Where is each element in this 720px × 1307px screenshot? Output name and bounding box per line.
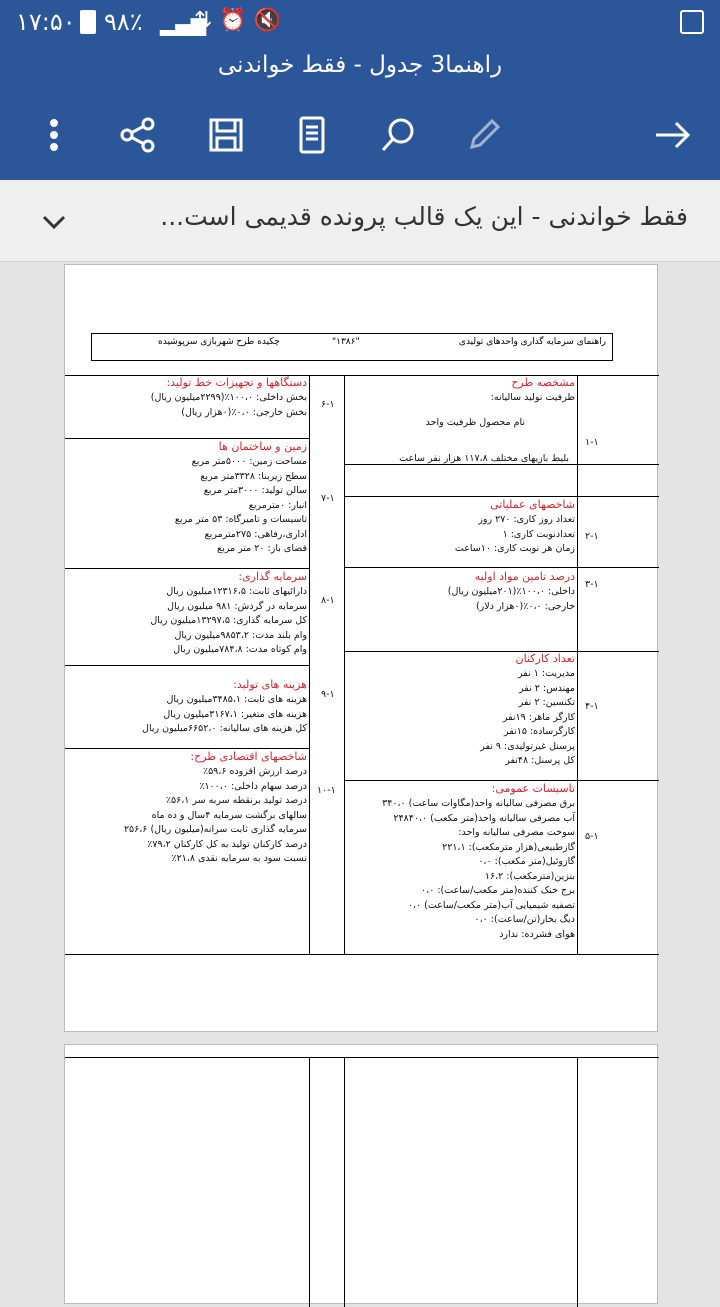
line: بخش داخلی: ۱۰۰،۰٪(۲۲۹۹میلیون ریال) [150, 392, 307, 403]
section-number: ۱-۱ [585, 437, 599, 448]
line: دیگ بخار(تن/ساعت): ۰،۰ [474, 914, 575, 925]
header-right: راهنمای سرمایه گذاری واحدهای تولیدی [458, 337, 606, 347]
section-10-1 [124, 749, 307, 867]
line: کارگر ماهر: ۱۹نفر [502, 711, 575, 723]
line: سرمایه در گردش: ۹۸۱ میلیون ریال [167, 600, 307, 612]
line: کل سرمایه گذاری: ۱۳۲۹۷،۵میلیون ریال [150, 615, 307, 626]
line: ظرفیت تولید سالیانه: [490, 392, 575, 403]
line: زمان هر نوبت کاری: ۱۰ساعت [454, 543, 575, 554]
read-only-banner[interactable] [0, 180, 720, 262]
section-title: سرمایه گذاری: [238, 570, 307, 583]
line: بنزین(مترمکعب): ۱۶،۲ [484, 870, 575, 882]
signal-icon: ▂▄▆ [160, 12, 207, 36]
doc-header [91, 333, 613, 361]
line: گازطبیعی(هزار مترمکعب): ۲۲۱،۱ [442, 841, 575, 853]
gallery-icon [680, 10, 704, 34]
header-year: "۱۳۸۶" [332, 337, 360, 347]
section-title: درصد تامین مواد اولیه [474, 570, 575, 583]
section-number: ۲-۱ [585, 531, 599, 542]
chevron-down-icon[interactable] [40, 208, 68, 236]
section-title: شاخصهای اقتصادی طرح: [190, 750, 307, 763]
line: وام بلند مدت: ۹۸۵۳،۲میلیون ریال [174, 629, 307, 641]
section-9-1 [142, 677, 307, 737]
section-number: ۴-۱ [585, 701, 599, 712]
battery-icon [80, 10, 96, 34]
line: سطح زیربنا: ۳۳۲۸متر مربع [200, 470, 307, 482]
section-title: مشخصه طرح [511, 376, 575, 389]
line: فضای باز: ۲۰ متر مربع [217, 543, 307, 554]
line: داخلی: ۱۰۰،۰٪(۲۰۱میلیون ریال) [447, 586, 575, 597]
forward-icon[interactable] [642, 105, 702, 165]
line: کل هزینه های سالیانه: ۶۶۵۲،۰میلیون ریال [142, 723, 307, 734]
line: خارجی: ۰،۰٪(۰هزار دلار) [475, 600, 575, 612]
line: نسبت سود به سرمایه نقدی ۲۱،۸٪ [171, 853, 307, 864]
line: تاسیسات و تامیرگاه: ۵۳ متر مربع [174, 514, 307, 525]
section-5-1 [382, 781, 575, 942]
document-page-2 [64, 1044, 658, 1304]
section-7-1 [175, 439, 307, 557]
section-4-1 [480, 651, 575, 769]
window-title: راهنما3 جدول - فقط خواندنی [217, 52, 503, 78]
section-1-1 [399, 375, 575, 467]
more-icon[interactable] [24, 105, 84, 165]
line: سوخت مصرفی سالیانه واحد: [458, 827, 575, 838]
line: تعداد روز کاری: ۲۷۰ روز [478, 514, 575, 525]
battery-percent: ۹۸٪ [104, 8, 143, 36]
section-number: ۱۰-۱ [317, 785, 336, 796]
line: بلیط بازیهای مختلف ۱۱۷،۸ هزار نفر ساعت [399, 453, 569, 464]
section-number: ۶-۱ [321, 399, 335, 410]
line: کل پرسنل: ۴۸نفر [505, 755, 575, 766]
line: گازوئیل(متر مکعب): ۰،۰ [478, 856, 575, 867]
section-2-1 [455, 497, 575, 557]
line: کارگرساده: ۱۵نفر [504, 726, 575, 737]
banner-text: فقط خواندنی - این یک قالب پرونده قدیمی است... [160, 202, 688, 231]
line: تکنسین: ۲ نفر [518, 697, 575, 708]
status-icons: ⇅ ⏰ 🔇 [194, 8, 282, 33]
section-number: ۳-۱ [585, 579, 599, 590]
reader-icon[interactable] [282, 105, 342, 165]
status-bar [0, 0, 720, 44]
section-title: تاسیسات عمومی: [491, 782, 575, 795]
section-number: ۸-۱ [321, 595, 335, 606]
line: درصد ارزش افزوده ۵۹،۶٪ [202, 766, 307, 777]
section-title: شاخصهای عملیاتی [490, 498, 575, 511]
line: سالهای برگشت سرمایه ۴سال و ده ماه [151, 809, 307, 821]
line: نام محصول ظرفیت واحد [425, 416, 525, 428]
document-page [64, 264, 658, 1032]
line: وام کوتاه مدت: ۷۸۴،۸میلیون ریال [173, 644, 307, 655]
section-title: زمین و ساختمان ها [218, 440, 307, 453]
line: پرسنل غیرتولیدی: ۹ نفر [480, 740, 575, 752]
section-number: ۷-۱ [321, 493, 335, 504]
line: سرمایه گذاری ثابت سرانه(میلیون ریال) ۲۵۶،۶ [123, 824, 307, 835]
line: برق مصرفی سالیانه واحد(مگاوات ساعت) ۳۴۰،۰ [382, 798, 575, 809]
clock: ۱۷:۵۰ [16, 8, 76, 36]
line: هزینه های ثابت: ۳۴۸۵،۱میلیون ریال [166, 694, 307, 705]
section-3-1 [448, 569, 575, 614]
section-number: ۵-۱ [585, 831, 599, 842]
line: درصد کارکنان تولید به کل کارکنان ۷۹،۲٪ [147, 838, 307, 850]
app-bar [0, 0, 720, 180]
line: تصفیه شیمیایی آب(متر مکعب/ساعت) ۰،۰ [407, 899, 575, 911]
share-icon[interactable] [108, 105, 168, 165]
line: هوای فشرده: ندارد [499, 928, 575, 940]
line: برج خنک کننده(متر مکعب/ساعت): ۰،۰ [421, 885, 575, 896]
line: درصد سهام داخلی: ۱۰۰،۰٪ [199, 780, 307, 792]
line: اداری،رفاهی: ۲۷۵مترمربع [204, 528, 307, 540]
line: تعدادنوبت کاری: ۱ [502, 528, 575, 540]
line: انبار: ۰مترمربع [248, 499, 307, 511]
section-title: هزینه های تولید: [233, 678, 307, 691]
section-title: تعداد کارکنان [515, 652, 575, 665]
line: درصد تولید برنقطه سربه سر ۵۶،۱٪ [165, 795, 307, 806]
section-title: دستگاهها و تجهیزات خط تولید: [166, 376, 307, 389]
line: سالن تولید: ۳۰۰۰متر مربع [203, 485, 307, 496]
line: مهندس: ۲ نفر [519, 682, 575, 694]
section-8-1 [150, 569, 307, 658]
search-icon[interactable] [368, 105, 428, 165]
section-number: ۹-۱ [321, 689, 335, 700]
save-icon[interactable] [196, 105, 256, 165]
line: بخش خارجی: ۰،۰٪(۰هزار ریال) [181, 406, 307, 418]
line: آب مصرفی سالیانه واحد(متر مکعب) ۲۴۸۴۰،۰ [393, 812, 575, 824]
section-6-1 [151, 375, 307, 420]
line: مدیریت: ۱ نفر [518, 668, 575, 679]
line: دارائیهای ثابت: ۱۲۳۱۶،۵میلیون ریال [166, 586, 307, 597]
line: مساحت زمین: ۵۰۰۰متر مربع [191, 456, 307, 467]
edit-icon[interactable] [454, 105, 514, 165]
line: هزینه های متغیر: ۳۱۶۷،۱میلیون ریال [163, 708, 307, 720]
header-left: چکیده طرح شهربازی سرپوشیده [158, 337, 280, 347]
